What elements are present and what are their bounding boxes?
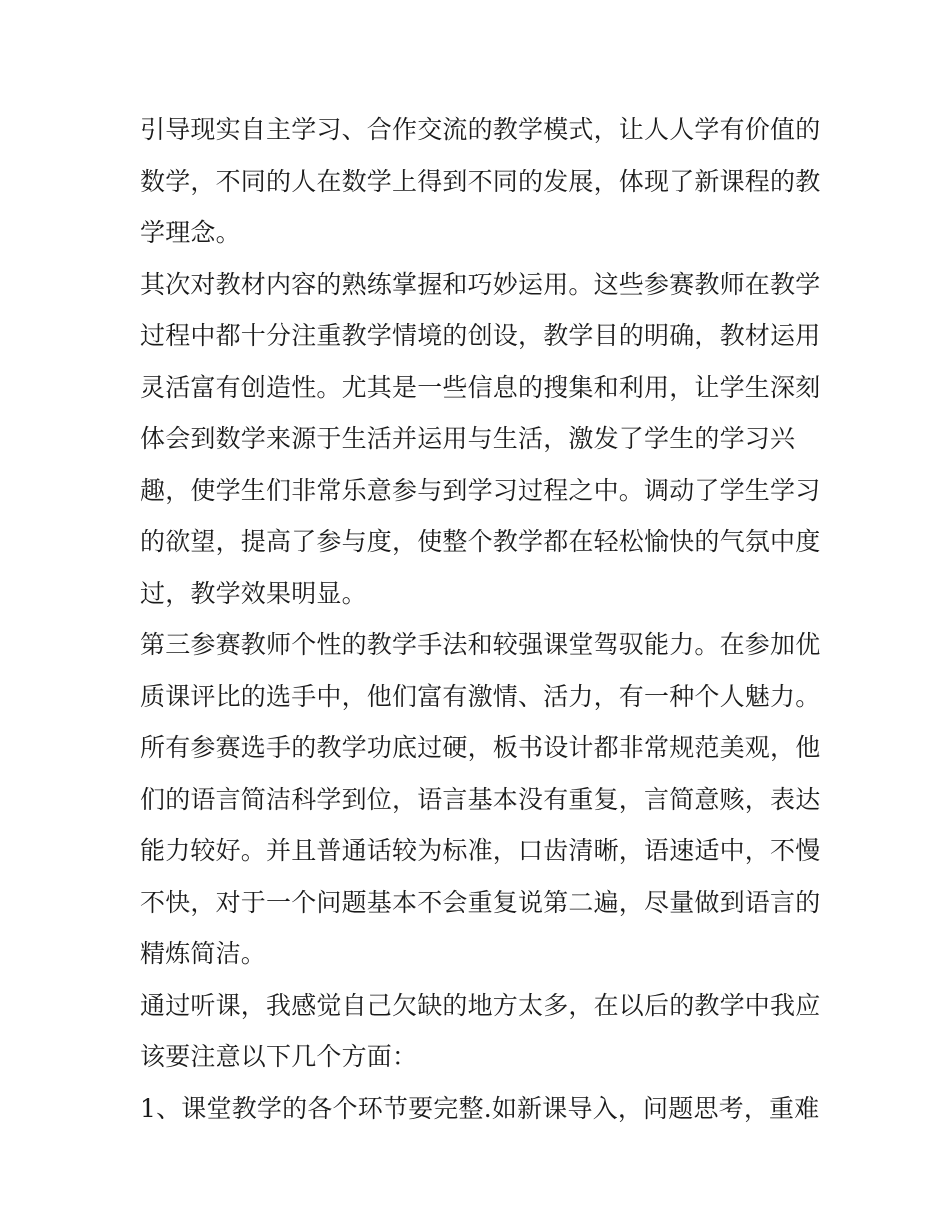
text-line: 所有参赛选手的教学功底过硬，板书设计都非常规范美观，他 [140,733,821,762]
text-line: 的欲望，提高了参与度，使整个教学都在轻松愉快的气氛中度 [140,527,821,556]
text-line: 趣，使学生们非常乐意参与到学习过程之中。调动了学生学习 [140,475,821,505]
text-line: 质课评比的选手中，他们富有激情、活力，有一种个人魅力。 [140,681,821,711]
text-line: 通过听课，我感觉自己欠缺的地方太多，在以后的教学中我应 [140,990,821,1020]
text-line: 第三参赛教师个性的教学手法和较强课堂驾驭能力。在参加优 [140,630,821,659]
text-line: 该要注意以下几个方面： [140,1042,418,1071]
text-line: 学理念。 [140,218,241,247]
text-line: 引导现实自主学习、合作交流的教学模式，让人人学有价值的 [140,115,821,144]
text-line: 体会到数学来源于生活并运用与生活，激发了学生的学习兴 [140,424,796,453]
text-line: 过，教学效果明显。 [140,578,367,608]
text-line: 灵活富有创造性。尤其是一些信息的搜集和利用，让学生深刻 [140,372,821,402]
text-line: 其次对教材内容的熟练掌握和巧妙运用。这些参赛教师在教学 [140,269,821,299]
text-line: 数学，不同的人在数学上得到不同的发展，体现了新课程的教 [140,166,821,196]
text-line: 不快，对于一个问题基本不会重复说第二遍，尽量做到语言的 [140,887,821,917]
text-line: 过程中都十分注重教学情境的创设，教学目的明确，教材运用 [140,321,821,350]
text-line: 精炼简洁。 [140,939,267,968]
document-body [140,104,820,1134]
text-line: 能力较好。并且普通话较为标准，口齿清晰，语速适中，不慢 [140,836,821,865]
text-line: 们的语言简洁科学到位，语言基本没有重复，言简意赅，表达 [140,784,821,814]
text-line: 1、课堂教学的各个环节要完整.如新课导入，问题思考，重难 [140,1093,820,1123]
